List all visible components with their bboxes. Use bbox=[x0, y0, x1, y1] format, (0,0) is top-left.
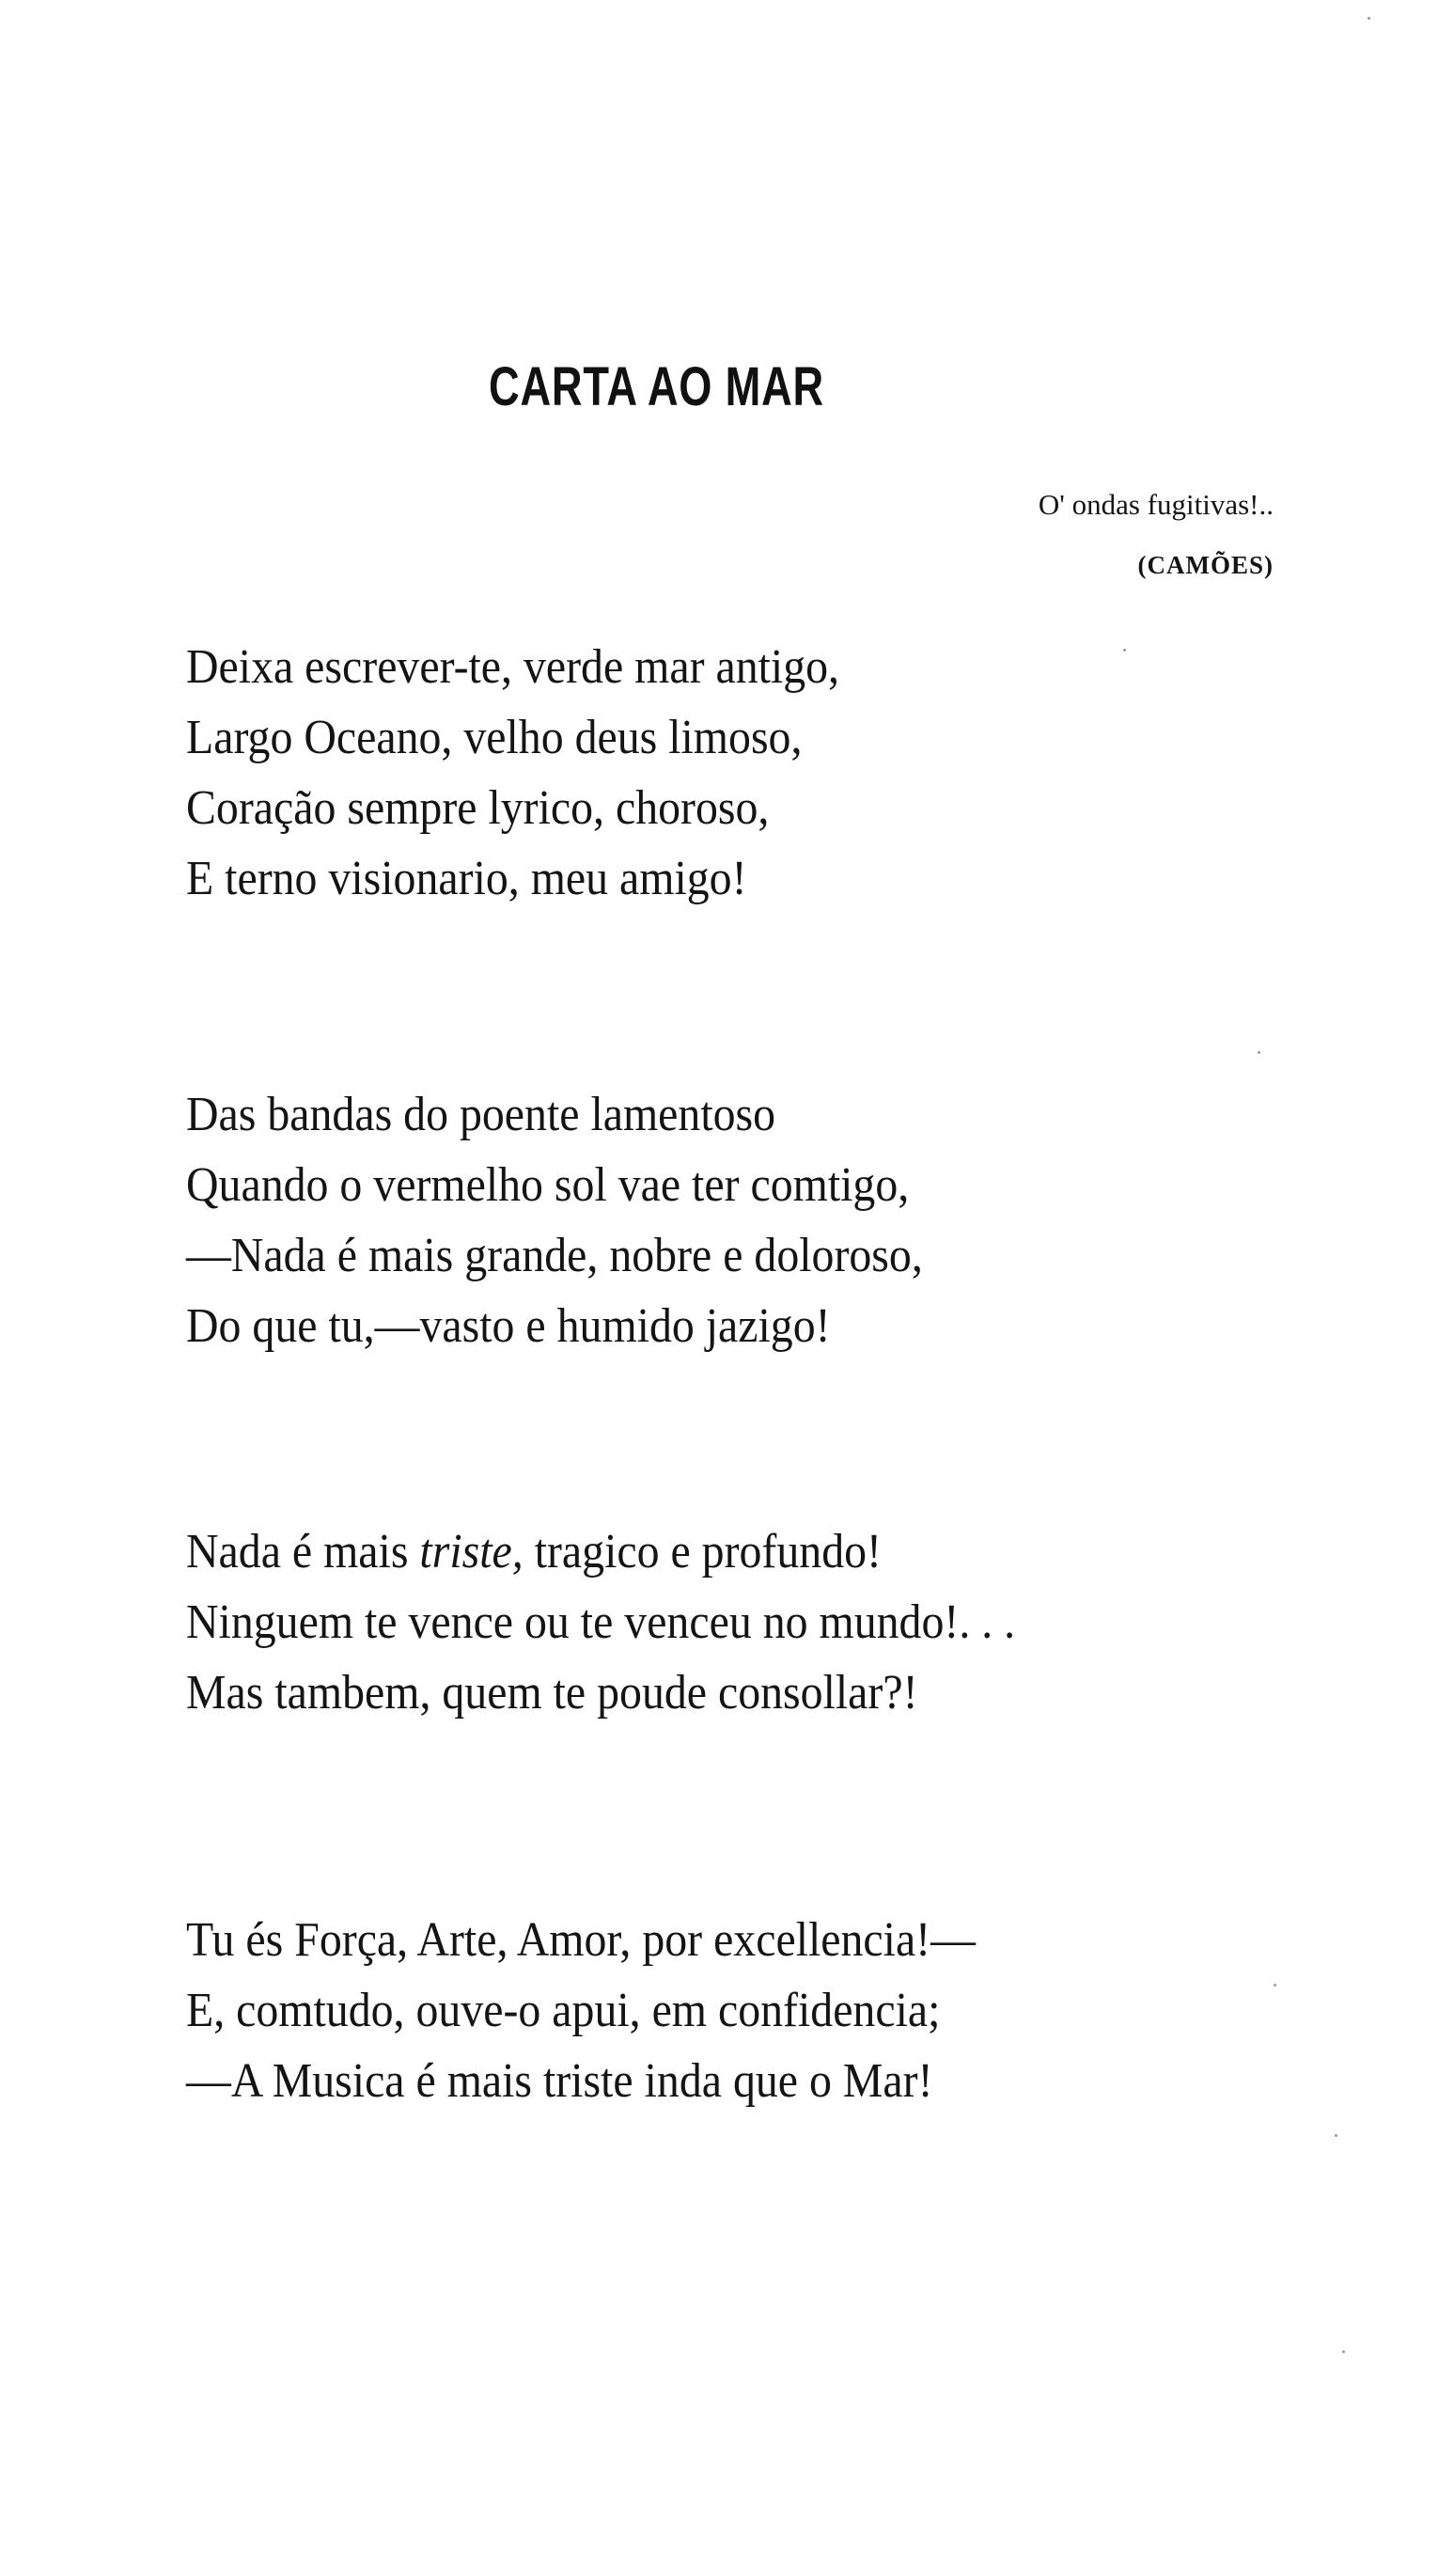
verse-line: Quando o vermelho sol vae ter comtigo, bbox=[186, 1158, 910, 1212]
verse-line: Largo Oceano, velho deus limoso, bbox=[186, 711, 803, 764]
verse-line: Mas tambem, quem te poude consollar?! bbox=[186, 1666, 918, 1720]
ink-speck bbox=[1258, 1051, 1260, 1054]
stanza-2 bbox=[186, 1079, 923, 1361]
verse-line: Ninguem te vence ou te venceu no mundo!. . . bbox=[186, 1595, 1016, 1649]
ink-speck bbox=[1123, 649, 1126, 652]
verse-text: Nada é mais bbox=[186, 1525, 420, 1579]
verse-line bbox=[186, 1516, 1015, 1587]
poem-title: CARTA AO MAR bbox=[489, 356, 824, 417]
verse-line: Deixa escrever-te, verde mar antigo, bbox=[186, 640, 840, 694]
verse-line: Coração sempre lyrico, choroso, bbox=[186, 781, 770, 835]
verse-line: —Nada é mais grande, nobre e doloroso, bbox=[186, 1229, 923, 1282]
emphasized-word: triste, bbox=[419, 1525, 524, 1579]
verse-line: Tu és Força, Arte, Amor, por excellencia!— bbox=[186, 1913, 976, 1967]
verse-line: —A Musica é mais triste inda que o Mar! bbox=[186, 2054, 933, 2108]
epigraph-author: (CAMÕES) bbox=[1137, 551, 1274, 579]
stanza-4 bbox=[186, 1905, 976, 2116]
verse-line: Do que tu,—vasto e humido jazigo! bbox=[186, 1299, 831, 1353]
epigraph-quote: O' ondas fugitivas!.. bbox=[1038, 488, 1274, 521]
epigraph bbox=[1039, 475, 1274, 595]
verse-line: E, comtudo, ouve-o apui, em confidencia; bbox=[186, 1984, 941, 2037]
ink-speck bbox=[1274, 1984, 1276, 1987]
verse-text: tragico e profundo! bbox=[523, 1525, 882, 1579]
verse-line: E terno visionario, meu amigo! bbox=[186, 852, 747, 905]
ink-speck bbox=[1335, 2134, 1337, 2137]
verse-line: Das bandas do poente lamentoso bbox=[186, 1088, 776, 1141]
stanza-1 bbox=[186, 632, 839, 914]
stanza-3 bbox=[186, 1516, 1015, 1728]
ink-speck bbox=[1368, 17, 1370, 20]
ink-speck bbox=[1342, 2350, 1345, 2353]
